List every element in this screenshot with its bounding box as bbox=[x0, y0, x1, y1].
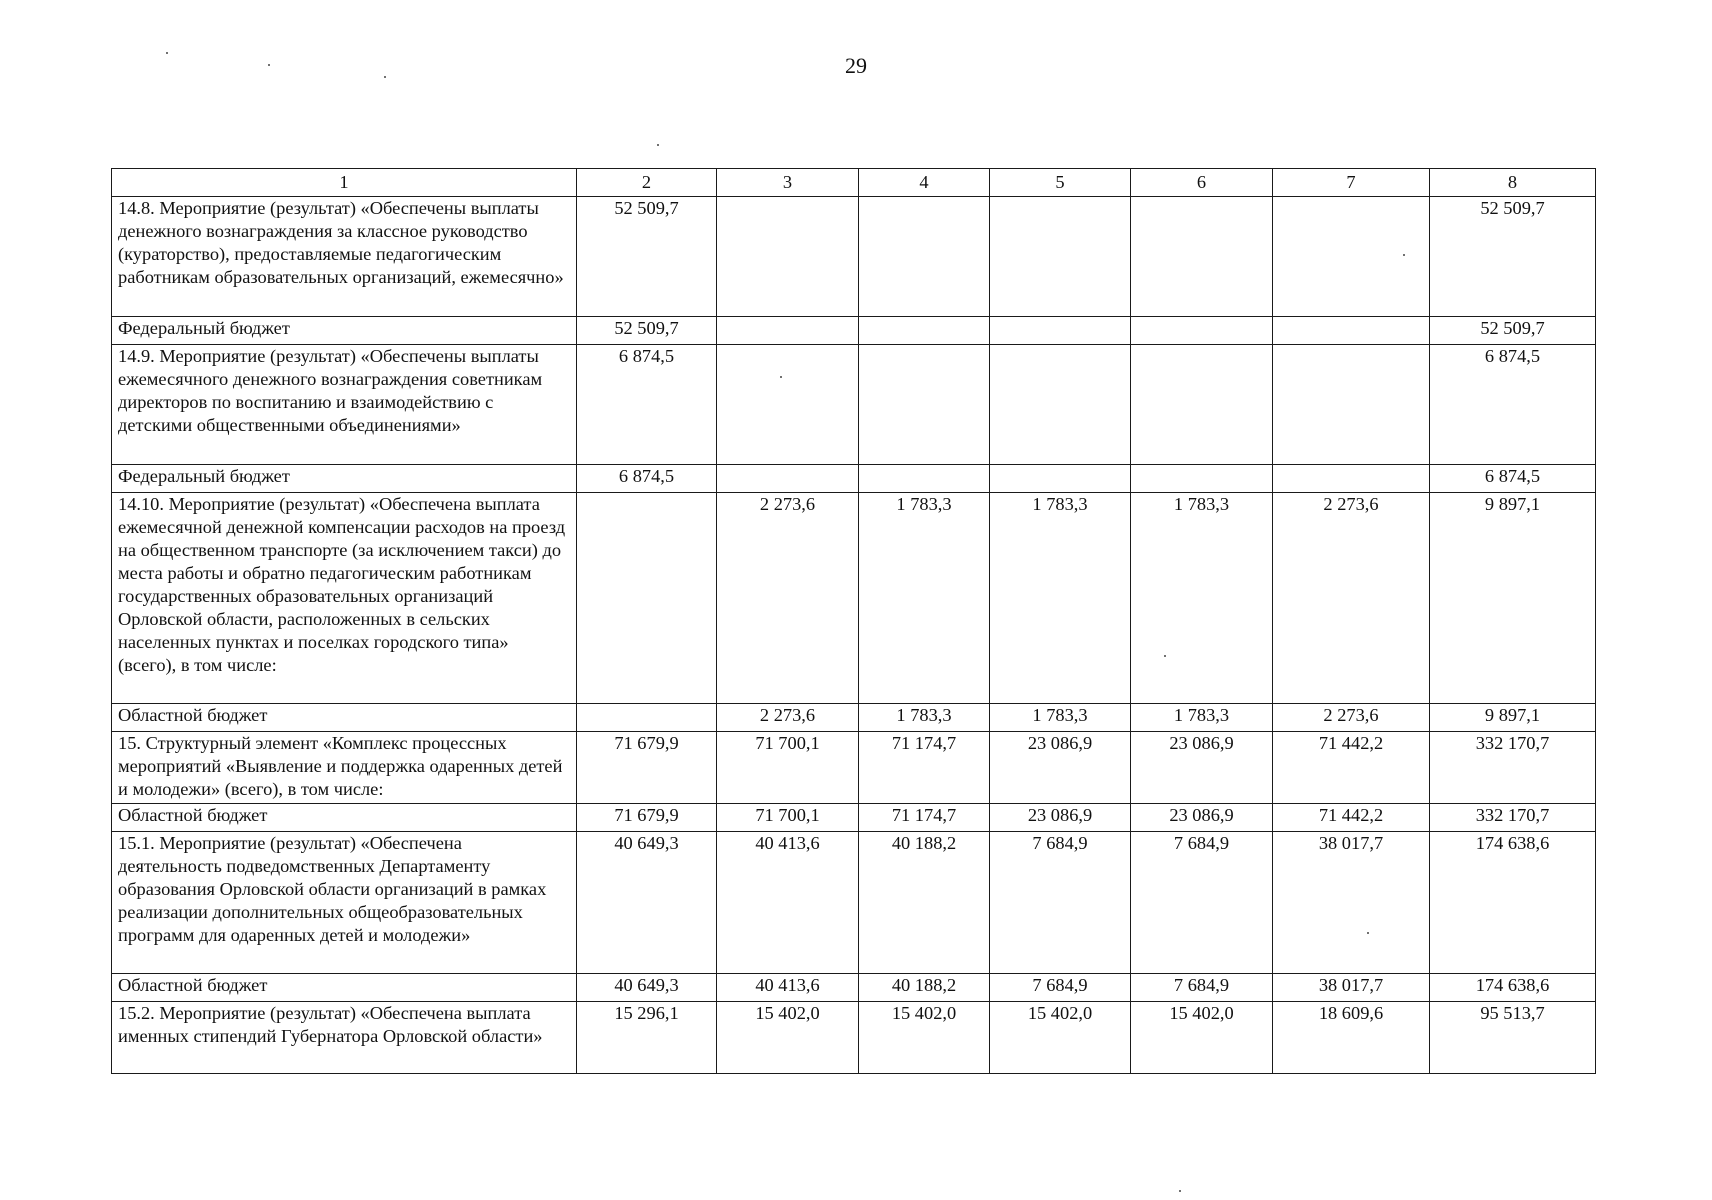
value-cell bbox=[990, 345, 1131, 465]
value-cell: 2 273,6 bbox=[717, 704, 859, 732]
value-cell bbox=[1273, 465, 1430, 493]
total-cell: 6 874,5 bbox=[1430, 345, 1596, 465]
value-cell: 15 402,0 bbox=[859, 1002, 990, 1074]
value-cell: 7 684,9 bbox=[990, 974, 1131, 1002]
value-cell: 40 188,2 bbox=[859, 974, 990, 1002]
value-cell bbox=[717, 465, 859, 493]
total-cell: 174 638,6 bbox=[1430, 974, 1596, 1002]
value-cell: 38 017,7 bbox=[1273, 832, 1430, 974]
value-cell: 15 402,0 bbox=[990, 1002, 1131, 1074]
total-cell: 52 509,7 bbox=[1430, 197, 1596, 317]
value-cell: 6 874,5 bbox=[577, 345, 717, 465]
value-cell: 52 509,7 bbox=[577, 317, 717, 345]
value-cell: 71 700,1 bbox=[717, 804, 859, 832]
value-cell bbox=[577, 704, 717, 732]
value-cell: 40 188,2 bbox=[859, 832, 990, 974]
value-cell bbox=[717, 317, 859, 345]
value-cell: 23 086,9 bbox=[990, 732, 1131, 804]
value-cell: 1 783,3 bbox=[990, 493, 1131, 704]
value-cell: 1 783,3 bbox=[859, 493, 990, 704]
column-number: 3 bbox=[717, 169, 859, 197]
budget-source-label: Федеральный бюджет bbox=[112, 465, 577, 493]
table-row bbox=[112, 732, 1596, 804]
value-cell: 40 649,3 bbox=[577, 832, 717, 974]
scan-speck bbox=[166, 52, 168, 54]
scan-speck bbox=[268, 64, 270, 66]
value-cell: 23 086,9 bbox=[990, 804, 1131, 832]
activity-label: 15.1. Мероприятие (результат) «Обеспечена деятельность подведомственных Департаменту образования Орловской области организаций в рамках реализации дополнительных общеобразовательных программ для одаренных детей и молодежи» bbox=[112, 832, 577, 974]
value-cell: 7 684,9 bbox=[1131, 974, 1273, 1002]
value-cell: 7 684,9 bbox=[990, 832, 1131, 974]
value-cell: 40 413,6 bbox=[717, 974, 859, 1002]
column-number: 6 bbox=[1131, 169, 1273, 197]
value-cell: 71 679,9 bbox=[577, 732, 717, 804]
column-number-row bbox=[112, 169, 1596, 197]
column-number: 7 bbox=[1273, 169, 1430, 197]
value-cell bbox=[1131, 197, 1273, 317]
value-cell bbox=[1273, 345, 1430, 465]
table-row bbox=[112, 974, 1596, 1002]
table-row bbox=[112, 804, 1596, 832]
value-cell: 40 413,6 bbox=[717, 832, 859, 974]
value-cell: 71 442,2 bbox=[1273, 804, 1430, 832]
value-cell: 23 086,9 bbox=[1131, 804, 1273, 832]
value-cell: 40 649,3 bbox=[577, 974, 717, 1002]
value-cell: 2 273,6 bbox=[1273, 493, 1430, 704]
value-cell: 71 700,1 bbox=[717, 732, 859, 804]
value-cell: 71 174,7 bbox=[859, 804, 990, 832]
table-row bbox=[112, 832, 1596, 974]
table-row bbox=[112, 465, 1596, 493]
column-number: 2 bbox=[577, 169, 717, 197]
value-cell: 23 086,9 bbox=[1131, 732, 1273, 804]
activity-label: 15.2. Мероприятие (результат) «Обеспечена выплата именных стипендий Губернатора Орловской области» bbox=[112, 1002, 577, 1074]
value-cell: 18 609,6 bbox=[1273, 1002, 1430, 1074]
value-cell: 6 874,5 bbox=[577, 465, 717, 493]
table-row bbox=[112, 493, 1596, 704]
structural-element-label: 15. Структурный элемент «Комплекс процессных мероприятий «Выявление и поддержка одаренных детей и молодежи» (всего), в том числе: bbox=[112, 732, 577, 804]
value-cell: 71 174,7 bbox=[859, 732, 990, 804]
total-cell: 9 897,1 bbox=[1430, 704, 1596, 732]
column-number: 1 bbox=[112, 169, 577, 197]
value-cell bbox=[577, 493, 717, 704]
value-cell bbox=[717, 345, 859, 465]
activity-label: 14.8. Мероприятие (результат) «Обеспечены выплаты денежного вознаграждения за классное руководство (кураторство), предоставляемые педагогическим работникам образовательных организаций, ежемесячно» bbox=[112, 197, 577, 317]
total-cell: 332 170,7 bbox=[1430, 804, 1596, 832]
value-cell bbox=[1131, 465, 1273, 493]
activity-label: 14.9. Мероприятие (результат) «Обеспечены выплаты ежемесячного денежного вознаграждения советникам директоров по воспитанию и взаимодействию с детскими общественными объединениями» bbox=[112, 345, 577, 465]
value-cell: 1 783,3 bbox=[1131, 704, 1273, 732]
activity-label: 14.10. Мероприятие (результат) «Обеспечена выплата ежемесячной денежной компенсации расходов на проезд на общественном транспорте (за исключением такси) до места работы и обратно педагогическим работникам государственных образовательных организаций Орловской области, расположенных в сельских населенных пунктах и поселках городского типа» (всего), в том числе: bbox=[112, 493, 577, 704]
value-cell bbox=[1273, 317, 1430, 345]
total-cell: 6 874,5 bbox=[1430, 465, 1596, 493]
total-cell: 95 513,7 bbox=[1430, 1002, 1596, 1074]
table-row bbox=[112, 1002, 1596, 1074]
value-cell bbox=[859, 345, 990, 465]
total-cell: 9 897,1 bbox=[1430, 493, 1596, 704]
total-cell: 174 638,6 bbox=[1430, 832, 1596, 974]
value-cell: 38 017,7 bbox=[1273, 974, 1430, 1002]
value-cell bbox=[990, 465, 1131, 493]
value-cell: 15 402,0 bbox=[717, 1002, 859, 1074]
budget-source-label: Областной бюджет bbox=[112, 974, 577, 1002]
value-cell bbox=[990, 317, 1131, 345]
table-row bbox=[112, 704, 1596, 732]
column-number: 8 bbox=[1430, 169, 1596, 197]
budget-source-label: Областной бюджет bbox=[112, 704, 577, 732]
value-cell: 1 783,3 bbox=[859, 704, 990, 732]
table-row bbox=[112, 345, 1596, 465]
value-cell bbox=[859, 317, 990, 345]
table-row bbox=[112, 197, 1596, 317]
total-cell: 332 170,7 bbox=[1430, 732, 1596, 804]
value-cell bbox=[1273, 197, 1430, 317]
scan-speck bbox=[384, 76, 386, 78]
value-cell bbox=[1131, 345, 1273, 465]
scan-speck bbox=[657, 144, 659, 146]
budget-source-label: Областной бюджет bbox=[112, 804, 577, 832]
total-cell: 52 509,7 bbox=[1430, 317, 1596, 345]
budget-source-label: Федеральный бюджет bbox=[112, 317, 577, 345]
scan-speck bbox=[1179, 1190, 1181, 1192]
value-cell: 1 783,3 bbox=[990, 704, 1131, 732]
value-cell bbox=[990, 197, 1131, 317]
value-cell bbox=[717, 197, 859, 317]
value-cell: 1 783,3 bbox=[1131, 493, 1273, 704]
value-cell: 2 273,6 bbox=[1273, 704, 1430, 732]
page-number: 29 bbox=[845, 53, 867, 78]
value-cell: 7 684,9 bbox=[1131, 832, 1273, 974]
value-cell: 2 273,6 bbox=[717, 493, 859, 704]
value-cell: 15 402,0 bbox=[1131, 1002, 1273, 1074]
value-cell: 52 509,7 bbox=[577, 197, 717, 317]
column-number: 5 bbox=[990, 169, 1131, 197]
value-cell bbox=[859, 465, 990, 493]
table-row bbox=[112, 317, 1596, 345]
value-cell: 15 296,1 bbox=[577, 1002, 717, 1074]
budget-table bbox=[111, 168, 1596, 1074]
value-cell: 71 679,9 bbox=[577, 804, 717, 832]
value-cell: 71 442,2 bbox=[1273, 732, 1430, 804]
value-cell bbox=[1131, 317, 1273, 345]
column-number: 4 bbox=[859, 169, 990, 197]
value-cell bbox=[859, 197, 990, 317]
